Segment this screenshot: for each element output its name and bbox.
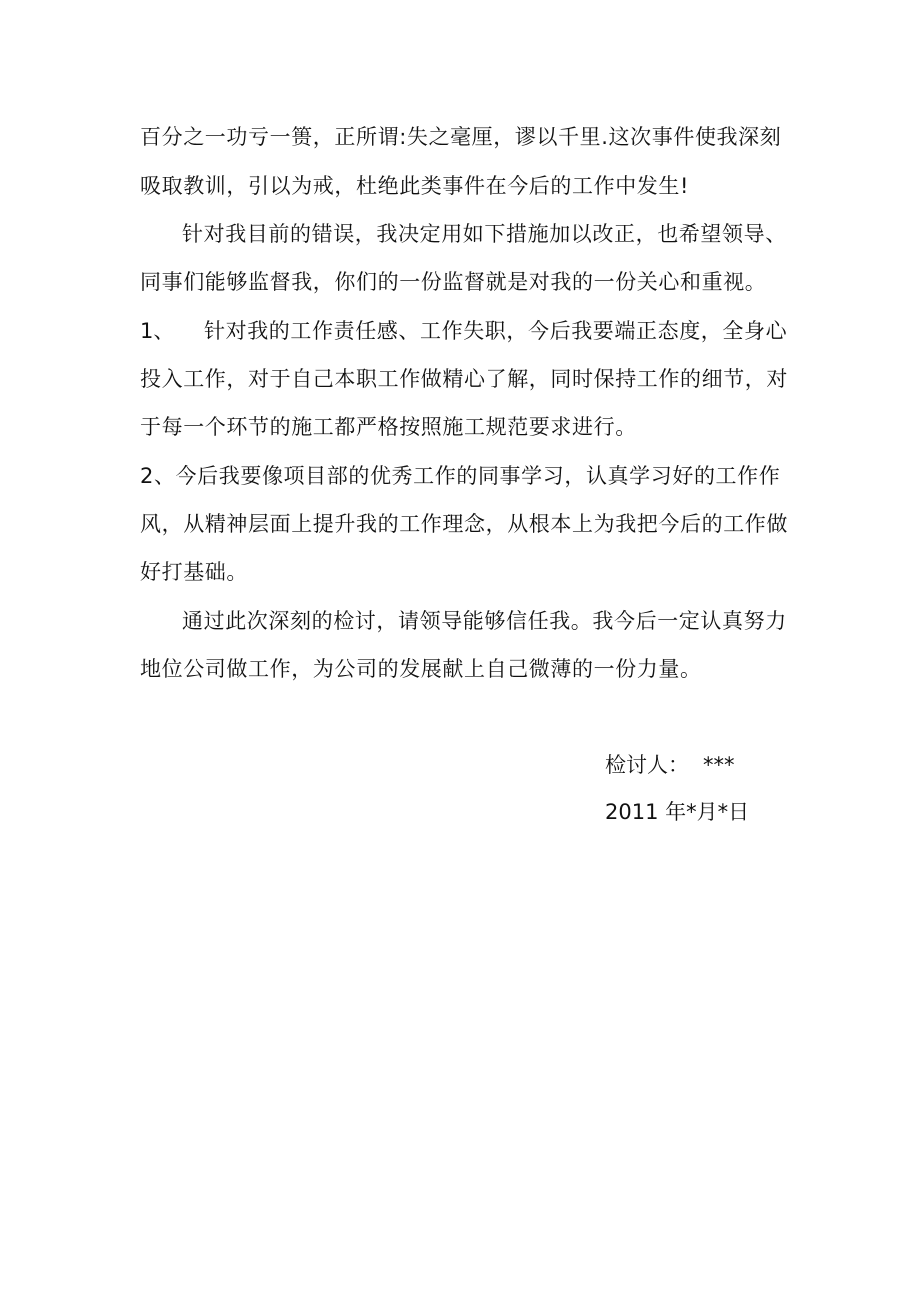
item-1-line-2: 投入工作，对于自己本职工作做精心了解，同时保持工作的细节，对 <box>140 367 788 391</box>
paragraph-1-line-2: 吸取教训，引以为戒，杜绝此类事件在今后的工作中发生! <box>140 174 690 198</box>
signature-date: 2011 年*月*日 <box>605 800 750 824</box>
paragraph-3-line-1: 通过此次深刻的检讨，请领导能够信任我。我今后一定认真努力 <box>182 609 787 633</box>
item-2-line-3: 好打基础。 <box>140 560 248 584</box>
item-1-line-1: 针对我的工作责任感、工作失职，今后我要端正态度，全身心 <box>204 319 788 343</box>
item-1-number: 1、 <box>140 319 175 343</box>
item-2-line-1: 2、今后我要像项目部的优秀工作的同事学习，认真学习好的工作作 <box>140 464 781 488</box>
paragraph-2-line-1: 针对我目前的错误，我决定用如下措施加以改正，也希望领导、 <box>182 222 787 246</box>
signature-label: 检讨人： <box>605 753 689 777</box>
signature-value: *** <box>703 753 735 777</box>
paragraph-2-line-2: 同事们能够监督我，你们的一份监督就是对我的一份关心和重视。 <box>140 270 767 294</box>
item-2-line-2: 风，从精神层面上提升我的工作理念，从根本上为我把今后的工作做 <box>140 512 788 536</box>
item-1-line-3: 于每一个环节的施工都严格按照施工规范要求进行。 <box>140 415 637 439</box>
paragraph-3-line-2: 地位公司做工作，为公司的发展献上自己微薄的一份力量。 <box>140 657 702 681</box>
paragraph-1-line-1: 百分之一功亏一篑，正所谓:失之毫厘，谬以千里.这次事件使我深刻 <box>140 125 782 149</box>
